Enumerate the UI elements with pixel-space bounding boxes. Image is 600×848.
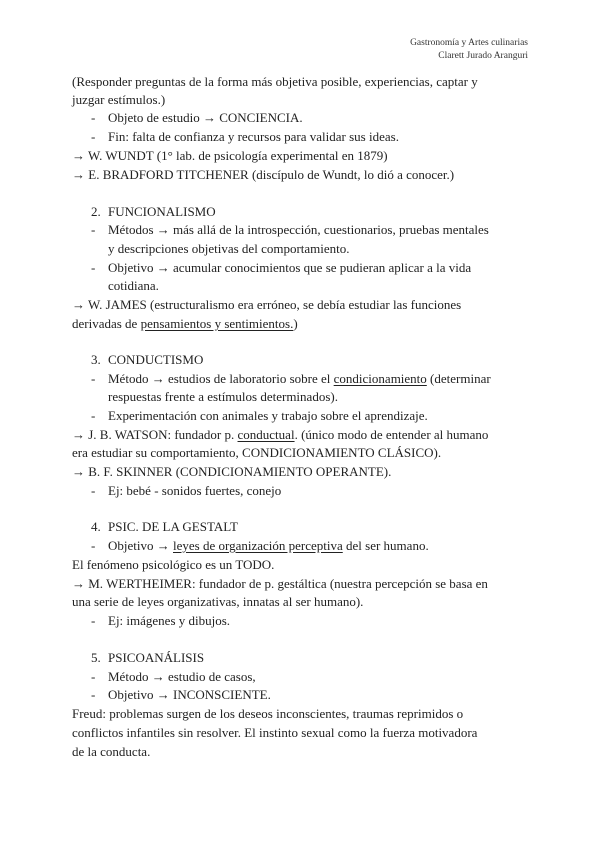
section-title: FUNCIONALISMO bbox=[108, 204, 216, 219]
author-note-james-cont bbox=[72, 315, 298, 333]
section-title: PSICOANÁLISIS bbox=[108, 650, 205, 665]
bullet-dash: - bbox=[91, 613, 96, 628]
bullet-item: Objetivo → acumular conocimientos que se pudieran aplicar a la vida bbox=[108, 260, 472, 275]
author-note-wertheimer: → M. WERTHEIMER: fundador de p. gestáltica (nuestra percepción se basa en bbox=[72, 576, 488, 591]
bullet-item-cont: y descripciones objetivas del comportamiento. bbox=[108, 241, 350, 256]
paragraph-line: El fenómeno psicológico es un TODO. bbox=[72, 557, 275, 572]
section-title: PSIC. DE LA GESTALT bbox=[108, 519, 238, 534]
section-title: CONDUCTISMO bbox=[108, 352, 204, 367]
section-number: 3. bbox=[91, 352, 101, 367]
bullet-dash: - bbox=[91, 687, 96, 702]
bullet-item: Objeto de estudio → CONCIENCIA. bbox=[108, 110, 303, 125]
text-run: del ser humano. bbox=[342, 538, 429, 553]
bullet-dash: - bbox=[91, 222, 96, 237]
paragraph-line: de la conducta. bbox=[72, 744, 151, 759]
bullet-item-cont: cotidiana. bbox=[108, 278, 159, 293]
section-number: 2. bbox=[91, 204, 101, 219]
header-course: Gastronomía y Artes culinarias bbox=[410, 38, 528, 48]
paragraph-line: conflictos infantiles sin resolver. El instinto sexual como la fuerza motivadora bbox=[72, 725, 478, 740]
bullet-item: Ej: imágenes y dibujos. bbox=[108, 613, 231, 628]
author-note-watson bbox=[72, 426, 488, 444]
bullet-item: Métodos → más allá de la introspección, cuestionarios, pruebas mentales bbox=[108, 222, 489, 237]
bullet-dash: - bbox=[91, 129, 96, 144]
bullet-item: Experimentación con animales y trabajo sobre el aprendizaje. bbox=[108, 408, 428, 423]
bullet-dash: - bbox=[91, 371, 96, 386]
header-author: Clarett Jurado Aranguri bbox=[438, 51, 528, 61]
bullet-dash: - bbox=[91, 260, 96, 275]
underlined-text: pensamientos y sentimientos. bbox=[140, 316, 294, 331]
text-run: . (único modo de entender al humano bbox=[294, 427, 489, 442]
author-note-wundt: → W. WUNDT (1° lab. de psicología experimental en 1879) bbox=[72, 148, 388, 163]
bullet-dash: - bbox=[91, 483, 96, 498]
underlined-text: leyes de organización perceptiva bbox=[173, 538, 343, 553]
bullet-item bbox=[108, 537, 429, 555]
text-run: → J. B. WATSON: fundador p. bbox=[72, 427, 238, 442]
paragraph-line: Freud: problemas surgen de los deseos inconscientes, traumas reprimidos o bbox=[72, 706, 464, 721]
bullet-item: Método → estudio de casos, bbox=[108, 669, 256, 684]
bullet-dash: - bbox=[91, 538, 96, 553]
author-note-watson-cont: era estudiar su comportamiento, CONDICIONAMIENTO CLÁSICO). bbox=[72, 445, 442, 460]
text-run: derivadas de bbox=[72, 316, 141, 331]
author-note-titchener: → E. BRADFORD TITCHENER (discípulo de Wundt, lo dió a conocer.) bbox=[72, 167, 455, 182]
section-number: 4. bbox=[91, 519, 101, 534]
bullet-item: Objetivo → INCONSCIENTE. bbox=[108, 687, 271, 702]
section-number: 5. bbox=[91, 650, 101, 665]
intro-line: juzgar estímulos.) bbox=[72, 92, 166, 107]
underlined-text: conductual bbox=[237, 427, 295, 442]
text-run: ) bbox=[293, 316, 298, 331]
author-note-james: → W. JAMES (estructuralismo era erróneo, se debía estudiar las funciones bbox=[72, 297, 462, 312]
author-note-skinner: → B. F. SKINNER (CONDICIONAMIENTO OPERANTE). bbox=[72, 464, 392, 479]
text-run: (determinar bbox=[426, 371, 491, 386]
intro-line: (Responder preguntas de la forma más objetiva posible, experiencias, captar y bbox=[72, 74, 478, 89]
bullet-item-cont: respuestas frente a estímulos determinados). bbox=[108, 389, 338, 404]
bullet-item: Fin: falta de confianza y recursos para validar sus ideas. bbox=[108, 129, 399, 144]
bullet-dash: - bbox=[91, 110, 96, 125]
text-run: Método → estudios de laboratorio sobre el bbox=[108, 371, 334, 386]
bullet-dash: - bbox=[91, 669, 96, 684]
author-note-wertheimer-cont: una serie de leyes organizativas, innatas al ser humano). bbox=[72, 594, 364, 609]
bullet-item bbox=[108, 370, 491, 388]
text-run: Objetivo → bbox=[108, 538, 173, 553]
underlined-text: condicionamiento bbox=[333, 371, 427, 386]
bullet-item: Ej: bebé - sonidos fuertes, conejo bbox=[108, 483, 282, 498]
bullet-dash: - bbox=[91, 408, 96, 423]
